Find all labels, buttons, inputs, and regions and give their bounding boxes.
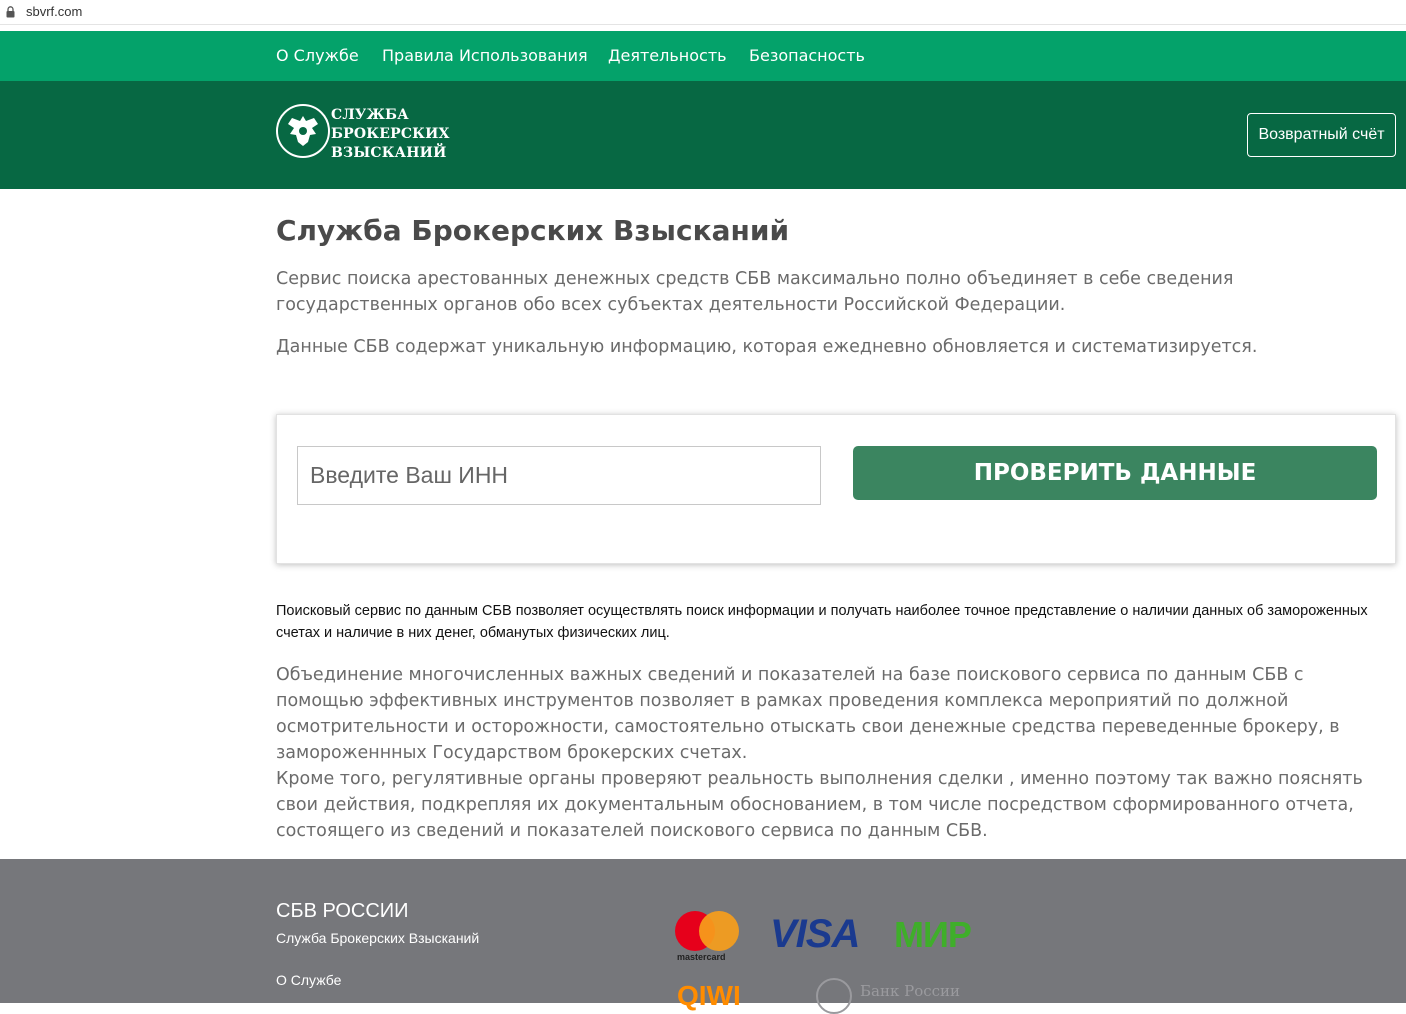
nav-item-activity[interactable]: Деятельность xyxy=(608,46,727,65)
body-text xyxy=(276,662,1396,844)
footer-title: СБВ РОССИИ xyxy=(276,900,409,922)
mir-logo: МИР xyxy=(894,914,971,955)
intro-paragraph: Сервис поиска арестованных денежных средств СБВ максимально полно объединяет в себе сведения государственных органов обо всех субъектах деятельности Российской Федерации. xyxy=(276,269,1234,315)
logo-line-3: ВЗЫСКАНИЙ xyxy=(331,145,447,161)
body-paragraph-2: Кроме того, регулятивные органы проверяют реальность выполнения сделки , именно поэтому так важно пояснять свои действия, подкрепляя их документальным обоснованием, в том числе посредством сформированного отчета, состоящего из сведений и показателей поискового сервиса по данным СБВ. xyxy=(276,769,1363,841)
logo-text xyxy=(331,106,450,163)
bank-of-russia-emblem-icon xyxy=(816,978,852,1014)
site-logo[interactable] xyxy=(276,104,450,164)
site-header xyxy=(0,81,1406,189)
lock-icon xyxy=(6,6,15,18)
url-text: sbvrf.com xyxy=(26,4,83,19)
nav-item-rules[interactable]: Правила Использования xyxy=(382,46,588,65)
page-title: Служба Брокерских Взысканий xyxy=(276,214,790,247)
check-data-button[interactable]: ПРОВЕРИТЬ ДАННЫЕ xyxy=(853,446,1377,500)
top-nav xyxy=(0,31,1406,81)
logo-line-1: СЛУЖБА xyxy=(331,107,409,123)
qiwi-logo: QIWI xyxy=(677,980,741,1011)
address-bar[interactable] xyxy=(0,0,1406,25)
mastercard-logo xyxy=(674,910,744,964)
eagle-emblem-icon xyxy=(276,104,330,158)
intro-paragraph-2: Данные СБВ содержат уникальную информацию, которая ежедневно обновляется и систематизируется. xyxy=(276,337,1258,357)
bank-of-russia-text: Банк России xyxy=(860,982,961,1000)
mastercard-orange-circle xyxy=(699,911,739,951)
return-account-button[interactable]: Возвратный счёт xyxy=(1247,113,1396,157)
inn-search-card xyxy=(276,414,1396,564)
inn-input[interactable] xyxy=(297,446,821,505)
logo-line-2: БРОКЕРСКИХ xyxy=(331,126,450,142)
nav-item-about[interactable]: О Службе xyxy=(276,46,359,65)
service-note: Поисковый сервис по данным СБВ позволяет осуществлять поиск информации и получать наиболее точное представление о наличии данных об замороженных счетах и наличие в них денег, обманутых физических лиц. xyxy=(276,603,1368,641)
footer-subtitle: Служба Брокерских Взысканий xyxy=(276,930,480,946)
visa-logo: VISA xyxy=(770,912,860,956)
footer-link-about[interactable]: О Службе xyxy=(276,972,342,988)
mastercard-text: mastercard xyxy=(677,952,726,962)
body-paragraph-1: Объединение многочисленных важных сведений и показателей на базе поискового сервиса по данным СБВ с помощью эффективных инструментов позволяет в рамках проведения комплекса мероприятий по должной осмотрительности и осторожности, самостоятельно отыскать свои денежные средства переведенные брокеру, в замороженнных Государством брокерских счетах. xyxy=(276,665,1340,763)
nav-item-security[interactable]: Безопасность xyxy=(749,46,865,65)
